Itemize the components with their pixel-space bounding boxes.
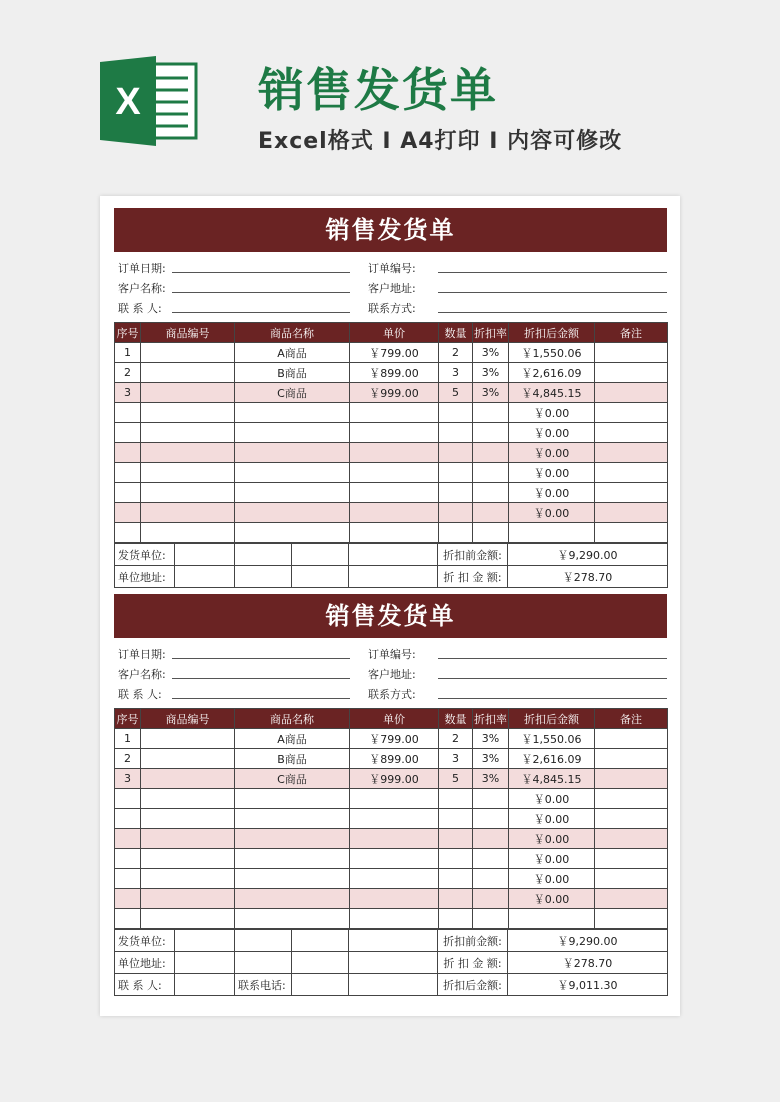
table-cell[interactable] — [439, 423, 473, 443]
table-cell[interactable]: ￥1,550.06 — [509, 343, 595, 363]
table-cell[interactable] — [115, 403, 141, 423]
table-cell[interactable] — [473, 403, 509, 423]
summary-cell[interactable] — [292, 544, 349, 566]
table-cell[interactable] — [439, 869, 473, 889]
order-no-field[interactable] — [438, 258, 667, 273]
contact-phone-label: 联系电话: — [235, 974, 292, 996]
table-cell[interactable] — [439, 503, 473, 523]
contact-method-field[interactable] — [438, 298, 667, 313]
summary-row — [115, 930, 668, 952]
table-cell[interactable] — [141, 749, 235, 769]
table-cell[interactable] — [350, 443, 439, 463]
column-header: 折扣率 — [473, 323, 509, 343]
pre-discount-label: 折扣前金额: — [438, 930, 508, 952]
discount-label: 折 扣 金 额: — [438, 566, 508, 588]
table-cell[interactable] — [235, 503, 350, 523]
contact-field[interactable] — [172, 684, 350, 699]
table-row — [115, 789, 668, 809]
table-cell[interactable] — [595, 869, 668, 889]
contact-method-label: 联系方式: — [368, 302, 416, 315]
table-row — [115, 403, 668, 423]
table-row — [115, 503, 668, 523]
table-cell[interactable] — [439, 443, 473, 463]
table-cell[interactable] — [595, 463, 668, 483]
table-cell[interactable]: C商品 — [235, 383, 350, 403]
column-header: 单价 — [350, 709, 439, 729]
table-cell[interactable] — [473, 889, 509, 909]
table-cell[interactable] — [141, 769, 235, 789]
table-cell[interactable] — [509, 523, 595, 543]
table-cell[interactable] — [439, 483, 473, 503]
table-row — [115, 363, 668, 383]
contact-label: 联 系 人: — [115, 974, 175, 996]
table-cell[interactable]: ￥0.00 — [509, 483, 595, 503]
form-info — [114, 252, 667, 322]
table-row — [115, 343, 668, 363]
form-title-band: 销售发货单 — [114, 594, 667, 638]
table-cell[interactable] — [473, 789, 509, 809]
table-cell[interactable] — [595, 403, 668, 423]
table-cell[interactable] — [439, 809, 473, 829]
table-row — [115, 523, 668, 543]
table-cell[interactable] — [115, 789, 141, 809]
table-cell[interactable]: 3% — [473, 729, 509, 749]
table-cell[interactable] — [115, 483, 141, 503]
table-cell[interactable] — [595, 443, 668, 463]
table-cell[interactable]: ￥2,616.09 — [509, 749, 595, 769]
table-cell[interactable] — [235, 403, 350, 423]
table-cell[interactable]: 3% — [473, 769, 509, 789]
table-cell[interactable]: 2 — [439, 729, 473, 749]
table-cell[interactable]: 3 — [439, 749, 473, 769]
table-cell[interactable] — [141, 383, 235, 403]
summary-row — [115, 566, 668, 588]
order-date-field[interactable] — [172, 644, 350, 659]
table-cell[interactable] — [235, 523, 350, 543]
table-cell[interactable] — [235, 483, 350, 503]
table-cell[interactable]: ￥799.00 — [350, 729, 439, 749]
table-row — [115, 749, 668, 769]
customer-name-label: 客户名称: — [118, 668, 166, 681]
table-cell[interactable] — [350, 869, 439, 889]
table-cell[interactable]: ￥0.00 — [509, 423, 595, 443]
pre-discount-value: ￥9,290.00 — [508, 930, 668, 952]
table-cell[interactable]: 3% — [473, 749, 509, 769]
discount-value: ￥278.70 — [508, 952, 668, 974]
table-cell[interactable]: 3 — [115, 383, 141, 403]
column-header: 折扣后金额 — [509, 709, 595, 729]
table-cell[interactable] — [141, 403, 235, 423]
table-cell[interactable] — [473, 483, 509, 503]
customer-name-field[interactable] — [172, 664, 350, 679]
column-header: 折扣后金额 — [509, 323, 595, 343]
table-cell[interactable] — [115, 443, 141, 463]
table-cell[interactable] — [235, 909, 350, 929]
table-cell[interactable] — [439, 403, 473, 423]
table-cell[interactable] — [141, 443, 235, 463]
ship-unit-label: 发货单位: — [115, 544, 175, 566]
table-cell[interactable] — [115, 909, 141, 929]
table-header-row — [115, 709, 668, 729]
order-date-label: 订单日期: — [118, 648, 166, 661]
table-cell[interactable] — [350, 463, 439, 483]
table-cell[interactable]: 5 — [439, 769, 473, 789]
table-cell[interactable] — [350, 503, 439, 523]
table-cell[interactable]: ￥0.00 — [509, 849, 595, 869]
page-header — [0, 0, 780, 190]
table-cell[interactable]: ￥899.00 — [350, 363, 439, 383]
table-cell[interactable] — [350, 809, 439, 829]
table-cell[interactable] — [141, 523, 235, 543]
column-header: 商品名称 — [235, 709, 350, 729]
table-cell[interactable] — [235, 789, 350, 809]
table-row — [115, 809, 668, 829]
table-cell[interactable]: ￥0.00 — [509, 869, 595, 889]
table-cell[interactable] — [235, 463, 350, 483]
column-header: 单价 — [350, 323, 439, 343]
table-cell[interactable] — [141, 343, 235, 363]
table-cell[interactable] — [141, 849, 235, 869]
table-cell[interactable]: ￥999.00 — [350, 769, 439, 789]
table-cell[interactable] — [595, 729, 668, 749]
summary-row — [115, 974, 668, 996]
table-row — [115, 829, 668, 849]
table-cell[interactable] — [350, 789, 439, 809]
order-date-field[interactable] — [172, 258, 350, 273]
table-cell[interactable]: 3 — [439, 363, 473, 383]
table-header-row — [115, 323, 668, 343]
table-cell[interactable] — [350, 523, 439, 543]
table-cell[interactable] — [235, 889, 350, 909]
table-cell[interactable] — [141, 463, 235, 483]
table-cell[interactable]: ￥0.00 — [509, 829, 595, 849]
table-cell[interactable]: 1 — [115, 343, 141, 363]
post-discount-value: ￥9,011.30 — [508, 974, 668, 996]
column-header: 备注 — [595, 323, 668, 343]
table-cell[interactable]: ￥1,550.06 — [509, 729, 595, 749]
table-cell[interactable] — [439, 463, 473, 483]
table-row — [115, 483, 668, 503]
table-cell[interactable] — [595, 769, 668, 789]
summary-cell[interactable] — [349, 566, 438, 588]
table-cell[interactable]: 1 — [115, 729, 141, 749]
table-cell[interactable] — [141, 909, 235, 929]
table-cell[interactable] — [439, 849, 473, 869]
table-cell[interactable] — [595, 383, 668, 403]
table-row — [115, 769, 668, 789]
table-cell[interactable] — [115, 423, 141, 443]
table-cell[interactable] — [235, 829, 350, 849]
table-cell[interactable] — [473, 829, 509, 849]
summary-cell[interactable] — [292, 952, 349, 974]
table-cell[interactable]: B商品 — [235, 749, 350, 769]
table-cell[interactable] — [350, 889, 439, 909]
table-row — [115, 423, 668, 443]
page-subtitle: Excel格式 I A4打印 I 内容可修改 — [258, 129, 623, 154]
table-cell[interactable] — [595, 423, 668, 443]
contact-phone-cell[interactable] — [292, 974, 349, 996]
summary-table — [114, 543, 668, 588]
table-cell[interactable] — [350, 849, 439, 869]
table-cell[interactable] — [115, 829, 141, 849]
table-cell[interactable]: 3% — [473, 363, 509, 383]
customer-name-label: 客户名称: — [118, 282, 166, 295]
ship-unit-cell[interactable] — [175, 930, 235, 952]
column-header: 序号 — [115, 323, 141, 343]
summary-cell[interactable] — [349, 930, 438, 952]
table-cell[interactable] — [141, 729, 235, 749]
table-cell[interactable] — [473, 423, 509, 443]
post-discount-label: 折扣后金额: — [438, 974, 508, 996]
table-row — [115, 729, 668, 749]
table-cell[interactable] — [141, 889, 235, 909]
table-cell[interactable] — [350, 483, 439, 503]
table-cell[interactable]: B商品 — [235, 363, 350, 383]
table-cell[interactable]: A商品 — [235, 729, 350, 749]
summary-cell[interactable] — [292, 566, 349, 588]
table-cell[interactable]: ￥0.00 — [509, 789, 595, 809]
table-cell[interactable] — [350, 403, 439, 423]
contact-cell[interactable] — [175, 974, 235, 996]
table-cell[interactable]: ￥2,616.09 — [509, 363, 595, 383]
summary-cell[interactable] — [235, 566, 292, 588]
table-cell[interactable] — [595, 483, 668, 503]
table-cell[interactable] — [141, 363, 235, 383]
table-cell[interactable] — [473, 523, 509, 543]
customer-addr-label: 客户地址: — [368, 282, 416, 295]
table-cell[interactable]: ￥0.00 — [509, 889, 595, 909]
table-cell[interactable] — [473, 909, 509, 929]
order-date-label: 订单日期: — [118, 262, 166, 275]
unit-addr-cell[interactable] — [175, 952, 235, 974]
table-cell[interactable] — [115, 889, 141, 909]
column-header: 备注 — [595, 709, 668, 729]
table-cell[interactable]: 2 — [439, 343, 473, 363]
table-cell[interactable] — [350, 829, 439, 849]
table-cell[interactable] — [141, 829, 235, 849]
table-row — [115, 443, 668, 463]
column-header: 商品编号 — [141, 709, 235, 729]
table-cell[interactable]: ￥0.00 — [509, 443, 595, 463]
summary-cell[interactable] — [235, 952, 292, 974]
order-no-label: 订单编号: — [368, 262, 416, 275]
column-header: 序号 — [115, 709, 141, 729]
table-cell[interactable]: 3 — [115, 769, 141, 789]
table-cell[interactable] — [595, 343, 668, 363]
logo-letter: X — [115, 81, 141, 123]
document-sheet — [100, 196, 680, 1016]
table-row — [115, 463, 668, 483]
unit-addr-label: 单位地址: — [115, 566, 175, 588]
table-cell[interactable] — [235, 443, 350, 463]
discount-label: 折 扣 金 额: — [438, 952, 508, 974]
summary-cell[interactable] — [349, 952, 438, 974]
table-cell[interactable] — [115, 869, 141, 889]
table-cell[interactable]: ￥4,845.15 — [509, 383, 595, 403]
table-cell[interactable]: 5 — [439, 383, 473, 403]
table-cell[interactable] — [439, 789, 473, 809]
form-title-band: 销售发货单 — [114, 208, 667, 252]
pre-discount-value: ￥9,290.00 — [508, 544, 668, 566]
goods-table — [114, 708, 668, 929]
table-row — [115, 889, 668, 909]
table-cell[interactable] — [595, 749, 668, 769]
contact-label: 联 系 人: — [118, 302, 162, 315]
table-cell[interactable] — [141, 483, 235, 503]
table-cell[interactable]: 2 — [115, 363, 141, 383]
summary-cell[interactable] — [235, 930, 292, 952]
table-cell[interactable]: ￥0.00 — [509, 403, 595, 423]
table-row — [115, 849, 668, 869]
column-header: 数量 — [439, 709, 473, 729]
table-cell[interactable] — [595, 809, 668, 829]
page-title: 销售发货单 — [258, 63, 498, 117]
customer-addr-field[interactable] — [438, 278, 667, 293]
order-no-label: 订单编号: — [368, 648, 416, 661]
table-cell[interactable]: ￥999.00 — [350, 383, 439, 403]
table-cell[interactable]: 3% — [473, 343, 509, 363]
table-cell[interactable] — [141, 789, 235, 809]
table-cell[interactable] — [473, 869, 509, 889]
table-cell[interactable] — [439, 829, 473, 849]
column-header: 折扣率 — [473, 709, 509, 729]
table-cell[interactable] — [115, 463, 141, 483]
table-cell[interactable]: ￥4,845.15 — [509, 769, 595, 789]
summary-cell[interactable] — [292, 930, 349, 952]
table-cell[interactable] — [141, 503, 235, 523]
table-cell[interactable] — [350, 909, 439, 929]
table-cell[interactable] — [473, 809, 509, 829]
goods-table — [114, 322, 668, 543]
table-cell[interactable] — [141, 869, 235, 889]
table-cell[interactable] — [439, 523, 473, 543]
summary-row — [115, 544, 668, 566]
unit-addr-cell[interactable] — [175, 566, 235, 588]
table-cell[interactable] — [509, 909, 595, 929]
ship-unit-label: 发货单位: — [115, 930, 175, 952]
contact-label: 联 系 人: — [118, 688, 162, 701]
table-cell[interactable] — [473, 463, 509, 483]
table-row — [115, 909, 668, 929]
discount-value: ￥278.70 — [508, 566, 668, 588]
form-info — [114, 638, 667, 708]
table-cell[interactable] — [439, 889, 473, 909]
table-cell[interactable] — [235, 809, 350, 829]
table-cell[interactable]: 3% — [473, 383, 509, 403]
contact-field[interactable] — [172, 298, 350, 313]
summary-cell[interactable] — [349, 544, 438, 566]
order-no-field[interactable] — [438, 644, 667, 659]
contact-method-label: 联系方式: — [368, 688, 416, 701]
column-header: 商品编号 — [141, 323, 235, 343]
table-cell[interactable]: 2 — [115, 749, 141, 769]
table-cell[interactable] — [350, 423, 439, 443]
table-cell[interactable] — [115, 849, 141, 869]
table-cell[interactable]: ￥0.00 — [509, 503, 595, 523]
table-cell[interactable] — [115, 809, 141, 829]
table-cell[interactable] — [595, 889, 668, 909]
table-cell[interactable] — [141, 809, 235, 829]
sales-form-1 — [114, 208, 667, 588]
summary-cell[interactable] — [235, 544, 292, 566]
table-cell[interactable] — [115, 503, 141, 523]
excel-logo-icon — [100, 56, 200, 146]
table-cell[interactable] — [595, 849, 668, 869]
sales-form-2 — [114, 594, 667, 996]
column-header: 数量 — [439, 323, 473, 343]
table-cell[interactable] — [439, 909, 473, 929]
contact-method-field[interactable] — [438, 684, 667, 699]
table-cell[interactable]: ￥0.00 — [509, 463, 595, 483]
ship-unit-cell[interactable] — [175, 544, 235, 566]
table-cell[interactable] — [595, 523, 668, 543]
column-header: 商品名称 — [235, 323, 350, 343]
table-cell[interactable] — [595, 503, 668, 523]
table-cell[interactable]: A商品 — [235, 343, 350, 363]
customer-addr-label: 客户地址: — [368, 668, 416, 681]
table-cell[interactable] — [595, 789, 668, 809]
table-cell[interactable] — [141, 423, 235, 443]
table-cell[interactable]: ￥799.00 — [350, 343, 439, 363]
summary-row — [115, 952, 668, 974]
table-row — [115, 383, 668, 403]
summary-table — [114, 929, 668, 996]
summary-cell[interactable] — [349, 974, 438, 996]
table-cell[interactable] — [473, 503, 509, 523]
pre-discount-label: 折扣前金额: — [438, 544, 508, 566]
table-cell[interactable]: ￥899.00 — [350, 749, 439, 769]
customer-addr-field[interactable] — [438, 664, 667, 679]
table-cell[interactable]: C商品 — [235, 769, 350, 789]
table-cell[interactable] — [235, 849, 350, 869]
table-cell[interactable] — [473, 849, 509, 869]
table-cell[interactable] — [235, 423, 350, 443]
table-cell[interactable] — [595, 829, 668, 849]
table-cell[interactable] — [595, 363, 668, 383]
table-cell[interactable] — [595, 909, 668, 929]
table-cell[interactable]: ￥0.00 — [509, 809, 595, 829]
table-row — [115, 869, 668, 889]
unit-addr-label: 单位地址: — [115, 952, 175, 974]
table-cell[interactable] — [115, 523, 141, 543]
customer-name-field[interactable] — [172, 278, 350, 293]
table-cell[interactable] — [473, 443, 509, 463]
table-cell[interactable] — [235, 869, 350, 889]
